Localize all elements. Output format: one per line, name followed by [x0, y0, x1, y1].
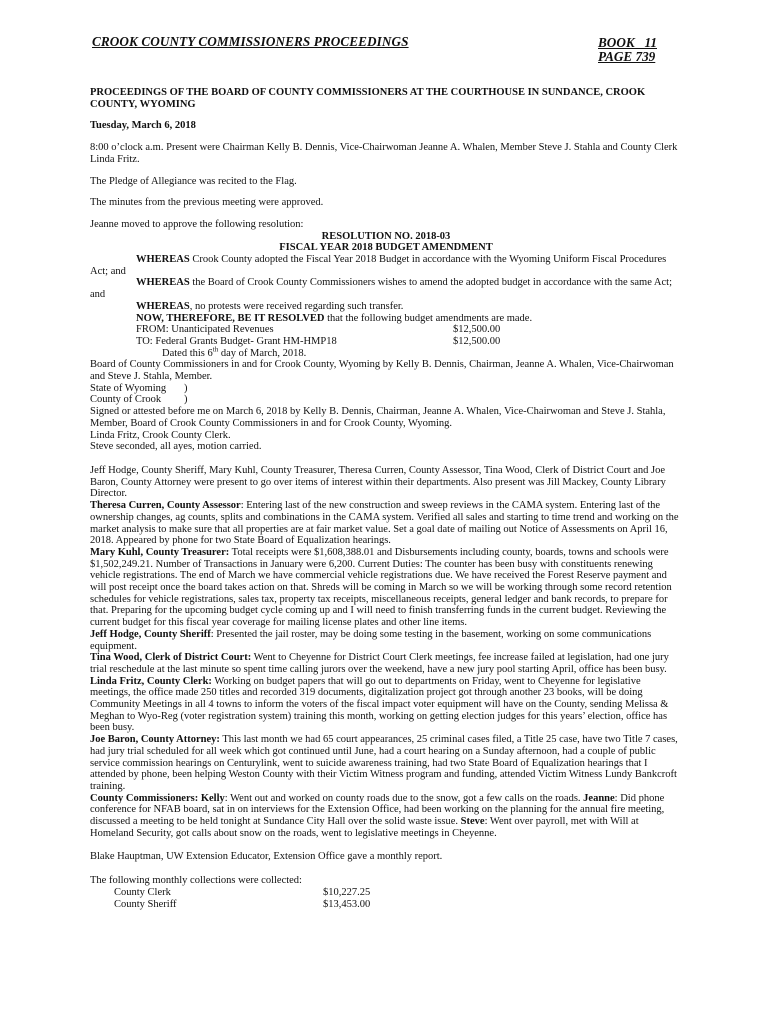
resolution-intro: Jeanne moved to approve the following resolution:: [90, 218, 304, 230]
meeting-date: Tuesday, March 6, 2018: [90, 120, 196, 132]
collections-intro: The following monthly collections were collected:: [90, 875, 302, 887]
resolution-number: RESOLUTION NO. 2018-03: [321, 230, 451, 242]
county-row: County of Crook ): [90, 394, 188, 406]
department-reports: [90, 500, 682, 839]
collection-row-clerk: County Clerk $10,227.25: [114, 886, 371, 898]
clerk-signature: Linda Fritz, Crook County Clerk.: [90, 429, 231, 441]
document-page: [90, 34, 682, 910]
opening-paragraph: 8:00 o’clock a.m. Present were Chairman Kelly B. Dennis, Vice-Chairwoman Jeanne A. Whalen, Member Steve J. Stahla and County Clerk Linda Fritz.: [90, 142, 678, 165]
report-county-clerk: Linda Fritz, County Clerk: Working on budget papers that will go out to departments on Friday, went to Cheyenne for legislative meetings, the office made 250 titles and recorded 319 documents, digitalization project got through another 23 books, will be doing Community Meetings in all 4 towns to inform the voters of the fiscal impact voter equipment will have on the County, sending Melissa & Meghan to Wyo-Reg (voter registration system) training this month, working on getting election judges for this years’ election, office has been busy.: [90, 675, 669, 734]
header-title: CROOK COUNTY COMMISSIONERS PROCEEDINGS: [92, 34, 409, 49]
report-sheriff: Jeff Hodge, County Sheriff: Presented the jail roster, may be doing some testing in the basement, working on some communications equipment.: [90, 628, 652, 652]
report-district-court: Tina Wood, Clerk of District Court: Went to Cheyenne for District Court Clerk meetings, fee increase failed at legislation, had one jury trial reschedule at the last minute so spent time calling jurors over the weekend, have a new jury pool starting April, office has been busy.: [90, 652, 669, 675]
officials-intro: Jeff Hodge, County Sheriff, Mary Kuhl, County Treasurer, Theresa Curren, County Assessor, Tina Wood, Clerk of District Court and Joe Baron, County Attorney were present to go over items of interest within their departments. Also present was Jill Mackey, County Library Director.: [90, 464, 666, 500]
to-row: TO: Federal Grants Budget- Grant HM-HMP18 $12,500.00: [136, 335, 501, 347]
state-row: State of Wyoming ): [90, 382, 188, 394]
book-page-ref: [598, 36, 682, 64]
book-number: BOOK 11: [598, 35, 657, 50]
whereas-1: WHEREAS Crook County adopted the Fiscal Year 2018 Budget in accordance with the Wyoming Uniform Fiscal Procedures Act; and: [90, 254, 667, 277]
whereas-3: WHEREAS, no protests were received regarding such transfer.: [136, 300, 404, 312]
proceedings-title: PROCEEDINGS OF THE BOARD OF COUNTY COMMISSIONERS AT THE COURTHOUSE IN SUNDANCE, CROOK COUNTY, WYOMING: [90, 87, 646, 110]
page-number: PAGE 739: [598, 49, 656, 64]
report-commissioners: County Commissioners: Kelly: Went out and worked on county roads due to the snow, got a few calls on the roads. Jeanne: Did phone conference for NFAB board, sat in on interviews for the Extension Office, had been working on the planning for the annual fire meeting, discussed a meeting to be held tonight at Sundance City Hall over the solid waste issue. Steve: Went over payroll, met with Will at Homeland Security, got calls about snow on the roads, went to legislative meetings in Cheyenne.: [90, 792, 665, 839]
collection-row-sheriff: County Sheriff $13,453.00: [114, 898, 371, 910]
board-signature: Board of County Commissioners in and for Crook County, Wyoming by Kelly B. Dennis, Chairman, Jeanne A. Whalen, Vice-Chairwoman and Steve J. Stahla, Member.: [90, 359, 674, 383]
report-treasurer: Mary Kuhl, County Treasurer: Total receipts were $1,608,388.01 and Disbursements including county, boards, towns and schools were $1,502,249.21. Number of Transactions in January were 6,200. Current Duties: The counter has been busy with constituents renewing vehicle registrations. The end of March we have commercial vehicle registrations due. We have received the Forest Reserve payment and will post receipt once the board takes action on that. Shreds will be coming in March so we will be working through some record retention schedules for vehicle registrations, sales tax, property tax receipts, miscellaneous receipts, general ledger and bank records, to prepare for that. Preparing for the upcoming budget cycle coming up and I will need to finish transferring funds in the current budget. Reviewing the current budget for this fiscal year coverage for mailing license plates and other line items.: [90, 546, 672, 629]
pledge-paragraph: The Pledge of Allegiance was recited to the Flag.: [90, 175, 297, 187]
report-assessor: Theresa Curren, County Assessor: Entering last of the new construction and sweep reviews in the CAMA system. Entering last of the ownership changes, ag counts, splits and combinations in the CAMA system. Verified all sales and starting to time trend and working on the market analysis to make sure that all properties are at fair market value. Set a goal date of mailing out Notice of Assessments on April 16, 2018. Appeared by phone for two State Board of Equalization hearings.: [90, 500, 679, 547]
from-row: FROM: Unanticipated Revenues $12,500.00: [136, 324, 501, 336]
extension-report: Blake Hauptman, UW Extension Educator, Extension Office gave a monthly report.: [90, 851, 443, 863]
now-therefore: NOW, THEREFORE, BE IT RESOLVED that the following budget amendments are made.: [136, 312, 533, 324]
resolution-name: FISCAL YEAR 2018 BUDGET AMENDMENT: [279, 242, 493, 254]
resolution-section: [90, 219, 682, 453]
minutes-paragraph: The minutes from the previous meeting were approved.: [90, 197, 324, 209]
dated-line: Dated this 6th day of March, 2018.: [162, 345, 307, 359]
whereas-2: WHEREAS the Board of Crook County Commissioners wishes to amend the adopted budget in accordance with the same Act; and: [90, 277, 673, 301]
collections-section: [90, 875, 682, 910]
report-county-attorney: Joe Baron, County Attorney: This last month we had 65 court appearances, 25 criminal cases filed, a Title 25 case, have two Title 7 cases, had jury trial scheduled for all week which got continued until June, had a court hearing on a Sunday afternoon, had a couple of public service commission hearings on Centurylink, went to suicide awareness training, had two State Board of Equalization hearings that I attended by phone, been helping Weston County with their Victim Witness program and funding, attended Victim Witness Lundy Bankcroft training.: [90, 734, 678, 792]
motion-result: Steve seconded, all ayes, motion carried.: [90, 441, 262, 453]
signed-attested: Signed or attested before me on March 6, 2018 by Kelly B. Dennis, Chairman, Jeanne A. Whalen, Vice-Chairwoman and Steve J. Stahla, Member, Board of Crook County Commissioners in and for Crook County, Wyoming.: [90, 406, 666, 429]
page-header: [90, 34, 682, 68]
